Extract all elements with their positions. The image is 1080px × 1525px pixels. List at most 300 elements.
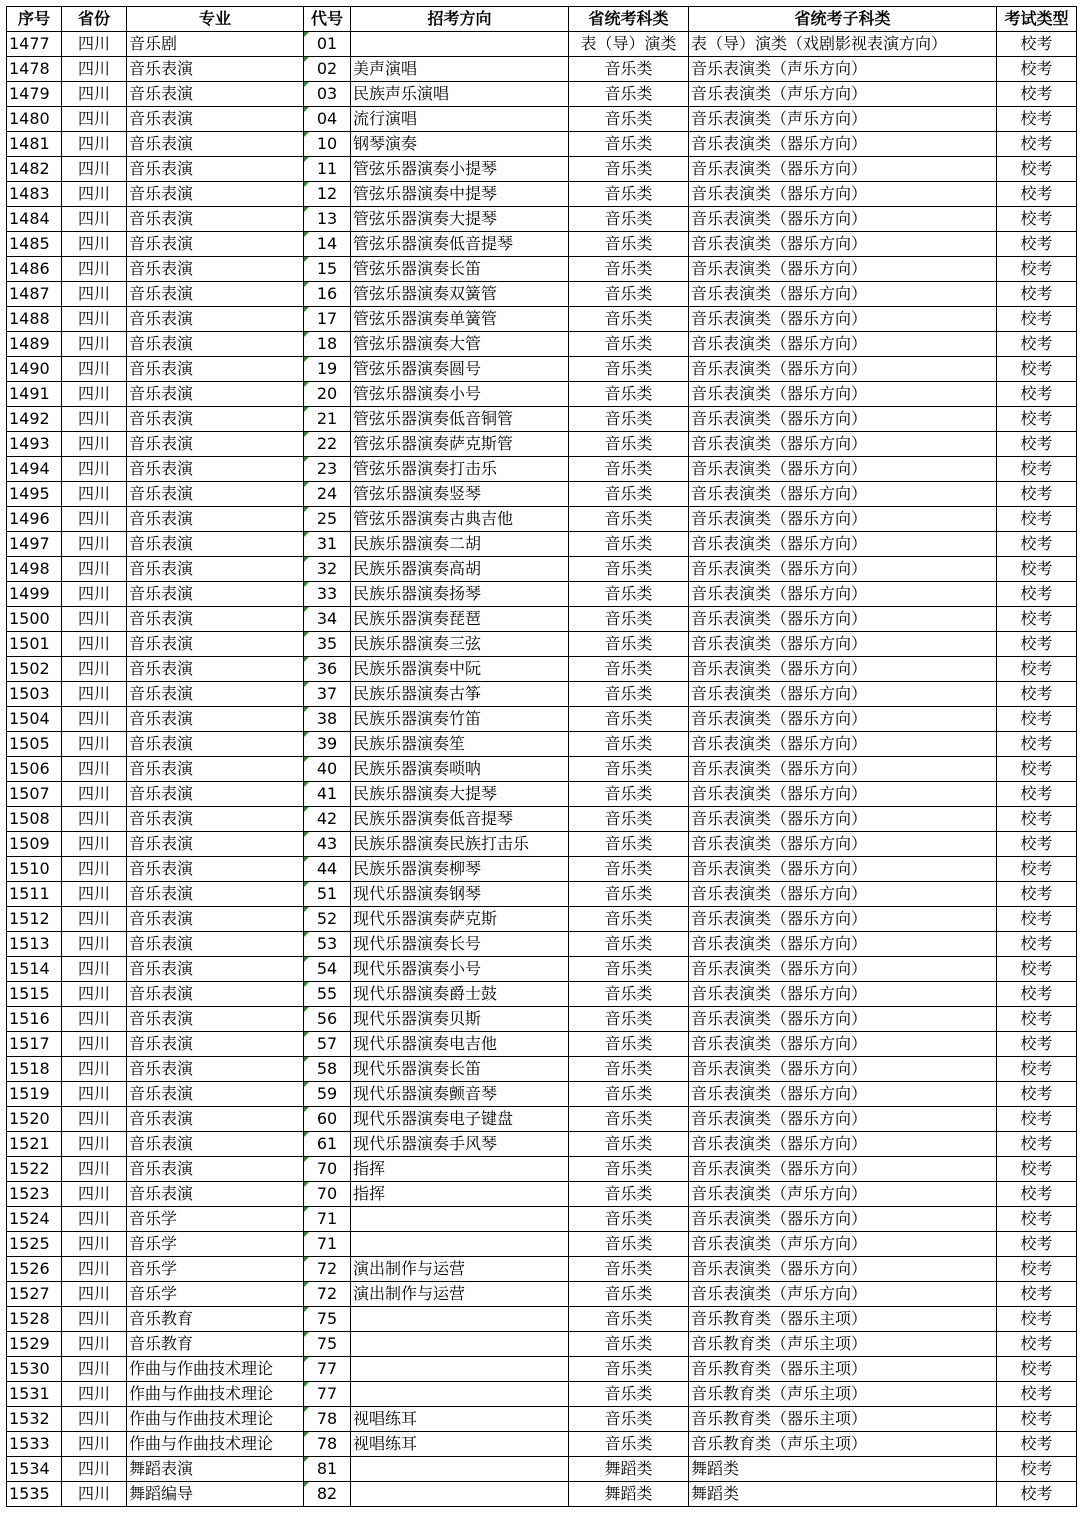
cell-code: 75 (304, 1332, 351, 1357)
cell-index: 1505 (7, 732, 62, 757)
cell-code: 13 (304, 207, 351, 232)
cell-exam-type: 校考 (997, 1232, 1077, 1257)
cell-exam-subcategory: 音乐表演类（声乐方向） (689, 1232, 997, 1257)
cell-exam-subcategory: 音乐表演类（器乐方向） (689, 557, 997, 582)
table-row (7, 1257, 1077, 1282)
cell-province: 四川 (62, 1057, 127, 1082)
cell-code: 78 (304, 1407, 351, 1432)
cell-province: 四川 (62, 357, 127, 382)
cell-index: 1484 (7, 207, 62, 232)
cell-exam-category: 音乐类 (569, 832, 689, 857)
cell-major: 音乐表演 (127, 832, 304, 857)
cell-index: 1516 (7, 1007, 62, 1032)
cell-major: 作曲与作曲技术理论 (127, 1357, 304, 1382)
header-index: 序号 (7, 7, 62, 32)
cell-province: 四川 (62, 1007, 127, 1032)
cell-major: 音乐表演 (127, 807, 304, 832)
cell-exam-type: 校考 (997, 757, 1077, 782)
cell-index: 1510 (7, 857, 62, 882)
cell-exam-subcategory: 音乐表演类（器乐方向） (689, 932, 997, 957)
cell-exam-type: 校考 (997, 607, 1077, 632)
cell-major: 音乐表演 (127, 607, 304, 632)
table-row (7, 607, 1077, 632)
table-row (7, 1357, 1077, 1382)
table-row (7, 457, 1077, 482)
cell-index: 1493 (7, 432, 62, 457)
cell-code: 71 (304, 1232, 351, 1257)
cell-direction: 指挥 (351, 1182, 569, 1207)
admissions-table (6, 6, 1077, 1507)
cell-index: 1496 (7, 507, 62, 532)
cell-exam-subcategory: 音乐表演类（器乐方向） (689, 882, 997, 907)
cell-exam-type: 校考 (997, 1457, 1077, 1482)
cell-exam-subcategory: 音乐表演类（器乐方向） (689, 407, 997, 432)
cell-code: 36 (304, 657, 351, 682)
table-row (7, 57, 1077, 82)
cell-index: 1528 (7, 1307, 62, 1332)
cell-code: 56 (304, 1007, 351, 1032)
cell-exam-subcategory: 音乐表演类（器乐方向） (689, 1207, 997, 1232)
cell-index: 1487 (7, 282, 62, 307)
cell-index: 1512 (7, 907, 62, 932)
table-row (7, 857, 1077, 882)
cell-index: 1522 (7, 1157, 62, 1182)
cell-index: 1482 (7, 157, 62, 182)
cell-major: 音乐表演 (127, 307, 304, 332)
cell-province: 四川 (62, 632, 127, 657)
cell-exam-type: 校考 (997, 1207, 1077, 1232)
cell-direction: 演出制作与运营 (351, 1282, 569, 1307)
cell-exam-type: 校考 (997, 1357, 1077, 1382)
cell-major: 音乐表演 (127, 1082, 304, 1107)
cell-exam-type: 校考 (997, 1332, 1077, 1357)
cell-code: 60 (304, 1107, 351, 1132)
cell-province: 四川 (62, 1382, 127, 1407)
cell-exam-subcategory: 音乐表演类（器乐方向） (689, 782, 997, 807)
cell-exam-type: 校考 (997, 582, 1077, 607)
cell-province: 四川 (62, 257, 127, 282)
cell-major: 音乐剧 (127, 32, 304, 57)
cell-exam-type: 校考 (997, 432, 1077, 457)
cell-direction: 民族乐器演奏扬琴 (351, 582, 569, 607)
cell-province: 四川 (62, 982, 127, 1007)
cell-index: 1503 (7, 682, 62, 707)
cell-exam-category: 音乐类 (569, 1032, 689, 1057)
cell-exam-type: 校考 (997, 182, 1077, 207)
cell-major: 音乐表演 (127, 1107, 304, 1132)
cell-major: 音乐表演 (127, 907, 304, 932)
table-row (7, 1157, 1077, 1182)
cell-exam-category: 音乐类 (569, 232, 689, 257)
cell-exam-type: 校考 (997, 1282, 1077, 1307)
cell-exam-subcategory: 音乐表演类（器乐方向） (689, 982, 997, 1007)
cell-direction: 民族乐器演奏笙 (351, 732, 569, 757)
cell-direction: 现代乐器演奏手风琴 (351, 1132, 569, 1157)
cell-code: 78 (304, 1432, 351, 1457)
cell-exam-category: 音乐类 (569, 1407, 689, 1432)
cell-province: 四川 (62, 782, 127, 807)
cell-index: 1514 (7, 957, 62, 982)
cell-province: 四川 (62, 232, 127, 257)
cell-major: 音乐表演 (127, 557, 304, 582)
cell-province: 四川 (62, 807, 127, 832)
cell-major: 音乐表演 (127, 1132, 304, 1157)
cell-major: 作曲与作曲技术理论 (127, 1432, 304, 1457)
cell-exam-category: 音乐类 (569, 957, 689, 982)
cell-exam-type: 校考 (997, 332, 1077, 357)
cell-exam-subcategory: 音乐表演类（器乐方向） (689, 1032, 997, 1057)
cell-code: 44 (304, 857, 351, 882)
cell-exam-subcategory: 音乐教育类（器乐主项） (689, 1307, 997, 1332)
cell-direction: 管弦乐器演奏低音铜管 (351, 407, 569, 432)
cell-province: 四川 (62, 1182, 127, 1207)
cell-code: 72 (304, 1282, 351, 1307)
cell-index: 1521 (7, 1132, 62, 1157)
cell-province: 四川 (62, 57, 127, 82)
cell-exam-category: 音乐类 (569, 757, 689, 782)
cell-exam-type: 校考 (997, 1107, 1077, 1132)
cell-code: 54 (304, 957, 351, 982)
cell-code: 10 (304, 132, 351, 157)
table-row (7, 832, 1077, 857)
cell-exam-category: 音乐类 (569, 157, 689, 182)
table-row (7, 1332, 1077, 1357)
cell-index: 1485 (7, 232, 62, 257)
cell-direction: 现代乐器演奏电子键盘 (351, 1107, 569, 1132)
cell-exam-subcategory: 音乐表演类（声乐方向） (689, 82, 997, 107)
cell-exam-type: 校考 (997, 732, 1077, 757)
cell-direction: 管弦乐器演奏低音提琴 (351, 232, 569, 257)
cell-major: 音乐表演 (127, 532, 304, 557)
cell-major: 音乐表演 (127, 257, 304, 282)
cell-direction (351, 1207, 569, 1232)
cell-index: 1492 (7, 407, 62, 432)
cell-exam-type: 校考 (997, 632, 1077, 657)
table-row (7, 532, 1077, 557)
cell-exam-category: 音乐类 (569, 1207, 689, 1232)
cell-exam-type: 校考 (997, 882, 1077, 907)
table-row (7, 1207, 1077, 1232)
cell-exam-type: 校考 (997, 1182, 1077, 1207)
header-code: 代号 (304, 7, 351, 32)
table-row (7, 332, 1077, 357)
table-row (7, 482, 1077, 507)
cell-exam-category: 音乐类 (569, 882, 689, 907)
cell-code: 40 (304, 757, 351, 782)
table-row (7, 732, 1077, 757)
table-row (7, 1132, 1077, 1157)
cell-direction: 民族声乐演唱 (351, 82, 569, 107)
cell-index: 1504 (7, 707, 62, 732)
cell-major: 音乐表演 (127, 732, 304, 757)
cell-index: 1478 (7, 57, 62, 82)
cell-exam-type: 校考 (997, 1382, 1077, 1407)
cell-major: 音乐教育 (127, 1307, 304, 1332)
cell-exam-subcategory: 音乐表演类（器乐方向） (689, 1257, 997, 1282)
cell-major: 音乐表演 (127, 957, 304, 982)
cell-major: 作曲与作曲技术理论 (127, 1407, 304, 1432)
cell-major: 音乐表演 (127, 432, 304, 457)
header-exam-subcategory: 省统考子科类 (689, 7, 997, 32)
header-row (7, 7, 1077, 32)
cell-direction: 民族乐器演奏二胡 (351, 532, 569, 557)
cell-exam-category: 音乐类 (569, 407, 689, 432)
cell-code: 57 (304, 1032, 351, 1057)
cell-exam-type: 校考 (997, 857, 1077, 882)
cell-province: 四川 (62, 882, 127, 907)
cell-index: 1529 (7, 1332, 62, 1357)
cell-province: 四川 (62, 1432, 127, 1457)
table-row (7, 307, 1077, 332)
cell-index: 1486 (7, 257, 62, 282)
cell-index: 1508 (7, 807, 62, 832)
cell-exam-subcategory: 音乐表演类（器乐方向） (689, 382, 997, 407)
cell-exam-category: 音乐类 (569, 82, 689, 107)
cell-province: 四川 (62, 1332, 127, 1357)
cell-province: 四川 (62, 1232, 127, 1257)
table-row (7, 1282, 1077, 1307)
cell-exam-type: 校考 (997, 1407, 1077, 1432)
cell-exam-subcategory: 音乐教育类（声乐主项） (689, 1332, 997, 1357)
cell-major: 音乐表演 (127, 682, 304, 707)
cell-exam-category: 音乐类 (569, 707, 689, 732)
cell-exam-type: 校考 (997, 107, 1077, 132)
cell-exam-category: 音乐类 (569, 1232, 689, 1257)
cell-major: 音乐教育 (127, 1332, 304, 1357)
cell-exam-subcategory: 音乐表演类（器乐方向） (689, 457, 997, 482)
cell-province: 四川 (62, 107, 127, 132)
cell-major: 音乐表演 (127, 632, 304, 657)
cell-exam-type: 校考 (997, 207, 1077, 232)
cell-exam-category: 音乐类 (569, 457, 689, 482)
cell-exam-category: 音乐类 (569, 332, 689, 357)
cell-major: 作曲与作曲技术理论 (127, 1382, 304, 1407)
cell-exam-category: 音乐类 (569, 907, 689, 932)
cell-exam-subcategory: 音乐表演类（器乐方向） (689, 707, 997, 732)
cell-province: 四川 (62, 482, 127, 507)
cell-exam-category: 音乐类 (569, 857, 689, 882)
cell-province: 四川 (62, 1307, 127, 1332)
cell-major: 音乐表演 (127, 857, 304, 882)
table-row (7, 682, 1077, 707)
cell-province: 四川 (62, 832, 127, 857)
cell-direction: 管弦乐器演奏小提琴 (351, 157, 569, 182)
cell-exam-subcategory: 音乐表演类（器乐方向） (689, 332, 997, 357)
cell-exam-category: 音乐类 (569, 807, 689, 832)
cell-code: 43 (304, 832, 351, 857)
cell-exam-category: 音乐类 (569, 1307, 689, 1332)
cell-exam-subcategory: 音乐表演类（器乐方向） (689, 1132, 997, 1157)
cell-code: 39 (304, 732, 351, 757)
cell-major: 音乐表演 (127, 332, 304, 357)
cell-major: 音乐表演 (127, 932, 304, 957)
cell-direction (351, 1307, 569, 1332)
cell-exam-type: 校考 (997, 1257, 1077, 1282)
cell-major: 音乐表演 (127, 482, 304, 507)
cell-exam-category: 音乐类 (569, 1282, 689, 1307)
cell-exam-type: 校考 (997, 1482, 1077, 1507)
cell-major: 音乐表演 (127, 982, 304, 1007)
cell-major: 音乐表演 (127, 1007, 304, 1032)
cell-exam-subcategory: 音乐表演类（器乐方向） (689, 482, 997, 507)
cell-major: 音乐表演 (127, 207, 304, 232)
cell-code: 34 (304, 607, 351, 632)
table-row (7, 282, 1077, 307)
table-row (7, 757, 1077, 782)
cell-index: 1515 (7, 982, 62, 1007)
header-major: 专业 (127, 7, 304, 32)
cell-code: 52 (304, 907, 351, 932)
cell-province: 四川 (62, 582, 127, 607)
cell-exam-subcategory: 音乐表演类（器乐方向） (689, 182, 997, 207)
cell-direction: 民族乐器演奏低音提琴 (351, 807, 569, 832)
cell-province: 四川 (62, 682, 127, 707)
cell-code: 82 (304, 1482, 351, 1507)
cell-code: 38 (304, 707, 351, 732)
cell-code: 51 (304, 882, 351, 907)
cell-index: 1525 (7, 1232, 62, 1257)
table-row (7, 132, 1077, 157)
cell-code: 41 (304, 782, 351, 807)
cell-index: 1499 (7, 582, 62, 607)
table-row (7, 1082, 1077, 1107)
cell-exam-subcategory: 音乐表演类（声乐方向） (689, 107, 997, 132)
cell-exam-category: 音乐类 (569, 557, 689, 582)
cell-exam-category: 音乐类 (569, 682, 689, 707)
table-row (7, 932, 1077, 957)
cell-province: 四川 (62, 432, 127, 457)
cell-major: 音乐表演 (127, 507, 304, 532)
cell-direction (351, 1232, 569, 1257)
cell-exam-subcategory: 音乐教育类（器乐主项） (689, 1407, 997, 1432)
cell-exam-subcategory: 音乐表演类（声乐方向） (689, 1282, 997, 1307)
cell-code: 55 (304, 982, 351, 1007)
table-row (7, 382, 1077, 407)
cell-exam-type: 校考 (997, 1007, 1077, 1032)
cell-exam-subcategory: 音乐表演类（器乐方向） (689, 657, 997, 682)
cell-exam-subcategory: 音乐表演类（器乐方向） (689, 1157, 997, 1182)
cell-exam-type: 校考 (997, 457, 1077, 482)
cell-exam-type: 校考 (997, 682, 1077, 707)
cell-exam-type: 校考 (997, 1132, 1077, 1157)
cell-exam-type: 校考 (997, 657, 1077, 682)
cell-exam-subcategory: 音乐表演类（器乐方向） (689, 1007, 997, 1032)
cell-exam-category: 音乐类 (569, 57, 689, 82)
cell-index: 1483 (7, 182, 62, 207)
cell-province: 四川 (62, 407, 127, 432)
cell-major: 音乐表演 (127, 782, 304, 807)
cell-direction: 管弦乐器演奏圆号 (351, 357, 569, 382)
cell-index: 1533 (7, 1432, 62, 1457)
cell-exam-subcategory: 音乐表演类（器乐方向） (689, 257, 997, 282)
table-row (7, 407, 1077, 432)
cell-code: 04 (304, 107, 351, 132)
cell-exam-type: 校考 (997, 832, 1077, 857)
table-row (7, 232, 1077, 257)
cell-code: 61 (304, 1132, 351, 1157)
cell-exam-category: 音乐类 (569, 982, 689, 1007)
cell-exam-type: 校考 (997, 1032, 1077, 1057)
cell-direction (351, 32, 569, 57)
cell-direction: 管弦乐器演奏中提琴 (351, 182, 569, 207)
cell-exam-subcategory: 音乐表演类（器乐方向） (689, 507, 997, 532)
cell-major: 音乐表演 (127, 707, 304, 732)
cell-exam-type: 校考 (997, 1432, 1077, 1457)
cell-index: 1477 (7, 32, 62, 57)
cell-direction: 指挥 (351, 1157, 569, 1182)
cell-index: 1523 (7, 1182, 62, 1207)
cell-direction: 民族乐器演奏竹笛 (351, 707, 569, 732)
cell-province: 四川 (62, 157, 127, 182)
cell-index: 1534 (7, 1457, 62, 1482)
cell-index: 1517 (7, 1032, 62, 1057)
cell-direction: 现代乐器演奏长笛 (351, 1057, 569, 1082)
cell-exam-category: 音乐类 (569, 532, 689, 557)
cell-province: 四川 (62, 1082, 127, 1107)
cell-exam-type: 校考 (997, 1057, 1077, 1082)
cell-province: 四川 (62, 1132, 127, 1157)
cell-province: 四川 (62, 1357, 127, 1382)
cell-direction (351, 1357, 569, 1382)
cell-exam-type: 校考 (997, 1307, 1077, 1332)
table-row (7, 1182, 1077, 1207)
cell-index: 1489 (7, 332, 62, 357)
cell-direction: 视唱练耳 (351, 1432, 569, 1457)
cell-exam-category: 音乐类 (569, 282, 689, 307)
cell-exam-category: 音乐类 (569, 1432, 689, 1457)
cell-exam-subcategory: 音乐表演类（器乐方向） (689, 757, 997, 782)
table-row (7, 1307, 1077, 1332)
cell-exam-category: 音乐类 (569, 357, 689, 382)
cell-exam-subcategory: 音乐表演类（器乐方向） (689, 582, 997, 607)
cell-exam-subcategory: 音乐表演类（器乐方向） (689, 157, 997, 182)
cell-major: 音乐表演 (127, 232, 304, 257)
cell-exam-category: 音乐类 (569, 1332, 689, 1357)
cell-code: 33 (304, 582, 351, 607)
cell-exam-category: 音乐类 (569, 582, 689, 607)
cell-exam-category: 音乐类 (569, 257, 689, 282)
table-row (7, 432, 1077, 457)
cell-major: 音乐表演 (127, 282, 304, 307)
cell-province: 四川 (62, 657, 127, 682)
cell-code: 11 (304, 157, 351, 182)
table-row (7, 882, 1077, 907)
cell-code: 37 (304, 682, 351, 707)
cell-province: 四川 (62, 507, 127, 532)
cell-index: 1526 (7, 1257, 62, 1282)
table-row (7, 1107, 1077, 1132)
table-row (7, 1232, 1077, 1257)
cell-major: 音乐表演 (127, 1032, 304, 1057)
cell-major: 音乐表演 (127, 382, 304, 407)
cell-code: 02 (304, 57, 351, 82)
table-row (7, 1457, 1077, 1482)
cell-exam-subcategory: 音乐表演类（器乐方向） (689, 307, 997, 332)
cell-exam-subcategory: 音乐表演类（器乐方向） (689, 282, 997, 307)
cell-exam-subcategory: 音乐表演类（器乐方向） (689, 232, 997, 257)
header-exam-category: 省统考科类 (569, 7, 689, 32)
cell-code: 81 (304, 1457, 351, 1482)
cell-exam-subcategory: 舞蹈类 (689, 1457, 997, 1482)
cell-index: 1506 (7, 757, 62, 782)
cell-major: 音乐学 (127, 1257, 304, 1282)
cell-exam-category: 音乐类 (569, 782, 689, 807)
cell-direction: 民族乐器演奏琵琶 (351, 607, 569, 632)
cell-direction: 民族乐器演奏大提琴 (351, 782, 569, 807)
cell-exam-type: 校考 (997, 232, 1077, 257)
cell-exam-type: 校考 (997, 57, 1077, 82)
cell-province: 四川 (62, 1207, 127, 1232)
